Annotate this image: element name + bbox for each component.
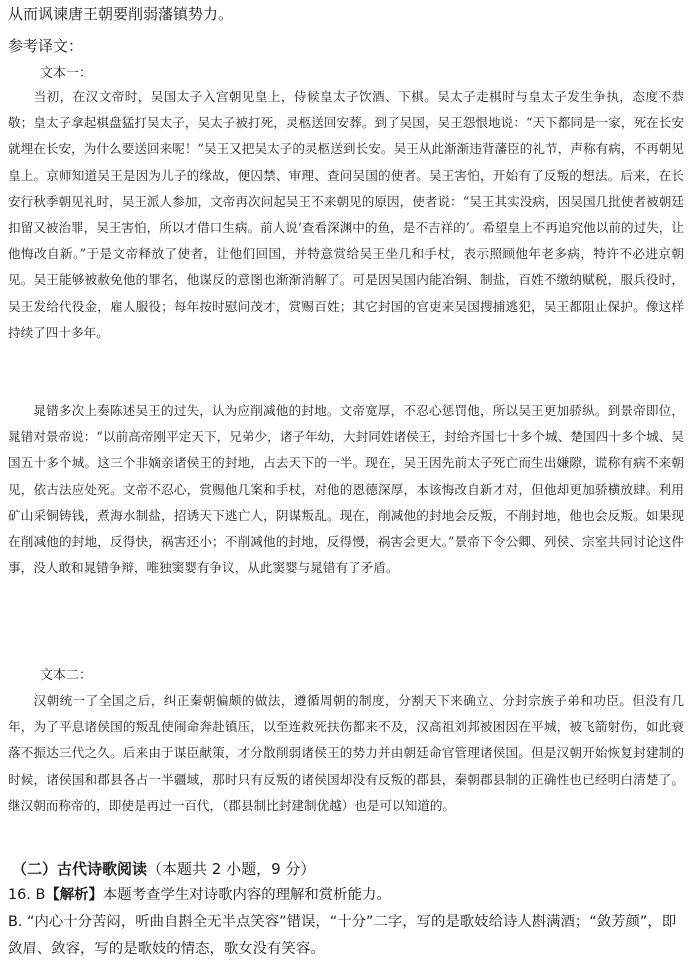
reference-heading: 参考译文： (8, 37, 84, 55)
top-line: 从而讽谏唐王朝要削弱藩镇势力。 (8, 5, 234, 23)
text1-paragraph-2 (8, 398, 684, 581)
text1-paragraph-1-text: 当初，在汉文帝时，吴国太子入宫朝见皇上，侍候皇太子饮酒、下棋。吴太子走棋时与皇太子发生争执，态度不恭敬；皇太子拿起棋盘猛打吴太子，吴太子被打死，灵柩送回安葬。到了吴国，吴王怨恨地说：“天下都同是一家，死在长安就埋在长安，为什么要送回来呢！”吴王又把吴太子的灵柩送到长安。吴王从此渐渐违背藩臣的礼节，声称有病，不再朝见皇上。京师知道吴王是因为儿子的缘故，便囚禁、审理、查问吴国的使者。吴王害怕，开始有了反叛的想法。后来，在长安行秋季朝见礼时，吴王派人参加，文帝再次问起吴王不来朝见的原因，使者说：“吴王其实没病，因吴国几批使者被朝廷扣留又被治罪，吴王害怕，所以才借口生病。前人说‘查看深渊中的鱼，是不吉祥的’。希望皇上不再追究他以前的过失，让他悔改自新。”于是文帝释放了使者，让他们回国，并特意赏给吴王坐几和手杖，表示照顾他年老多病，特许不必进京朝见。吴王能够被赦免他的罪名，他谋反的意图也渐渐消解了。可是因吴国内能冶铜、制盐，百姓不缴纳赋税，服兵役时，吴王发给代役金，雇人服役；每年按时慰问茂才，赏赐百姓；其它封国的官吏来吴国搜捕逃犯，吴王都阻止保护。像这样持续了四十多年。 (8, 89, 684, 340)
text1-label: 文本一： (40, 66, 93, 81)
section-note: （本题共 2 小题，9 分） (147, 860, 316, 878)
answer-tag: 【解析】 (45, 887, 103, 903)
answer-number: 16. B (8, 887, 46, 903)
text2-paragraph-1-text: 汉朝统一了全国之后，纠正秦朝偏颇的做法，遵循周朝的制度，分割天下来确立、分封宗族子弟和功臣。但没有几年，为了平息诸侯国的叛乱使闹命奔赴镇压，以至连救死扶伤都来不及，汉高祖刘邦被困因在平城，被飞箭射伤，如此衰落不振达三代之久。后来由于谋臣献策，才分散削弱诸侯王的势力并由朝廷命官管理诸侯国。但是汉朝开始恢复封建制的时候，诸侯国和郡县各占一半疆域，那时只有反叛的诸侯国却没有反叛的郡县，秦朝郡县制的正确性也已经明白清楚了。继汉朝而称帝的，即使是再过一百代，（郡县制比封建制优越）也是可以知道的。 (8, 693, 684, 813)
section-heading (12, 858, 315, 880)
answer-block (8, 882, 688, 963)
text1-paragraph-1 (8, 84, 684, 346)
answer-line-2: B. “内心十分苦闷，听曲自斟全无半点笑容”错误，“十分”二字，写的是歌妓给诗人斟满酒；“敛芳颜”，即敛眉、敛容，写的是歌妓的情态，歌女没有笑容。 (8, 914, 677, 957)
text2-paragraph-1 (8, 688, 684, 819)
section-title: （二）古代诗歌阅读 (12, 860, 148, 878)
answer-intro: 本题考查学生对诗歌内容的理解和赏析能力。 (102, 887, 391, 903)
text1-paragraph-2-text: 晁错多次上奏陈述吴王的过失，认为应削减他的封地。文帝宽厚，不忍心惩罚他，所以吴王更加骄纵。到景帝即位，晁错对景帝说：“以前高帝刚平定天下，兄弟少，诸子年幼，大封同姓诸侯王，封给齐国七十多个城、楚国四十多个城、吴国五十多个城。这三个非嫡亲诸侯王的封地，占去天下的一半。现在，吴王因先前太子死亡而生出嫌隙，谎称有病不来朝见，依古法应处死。文帝不忍心，赏赐他几案和手杖，对他的恩德深厚，本该悔改自新才对，但他却更加骄横放肆。利用矿山采铜铸钱，煮海水制盐，招诱天下逃亡人，阴谋叛乱。现在，削减他的封地会反叛，不削封地，他也会反叛。如果现在削减他的封地，反得快，祸害还小；不削减他的封地，反得慢，祸害会更大。”景帝下令公卿、列侯、宗室共同讨论这件事，没人敢和晁错争辩，唯独窦婴有争议，从此窦婴与晁错有了矛盾。 (8, 403, 684, 576)
answer-line-1 (8, 882, 688, 909)
text2-label: 文本二： (40, 668, 93, 683)
